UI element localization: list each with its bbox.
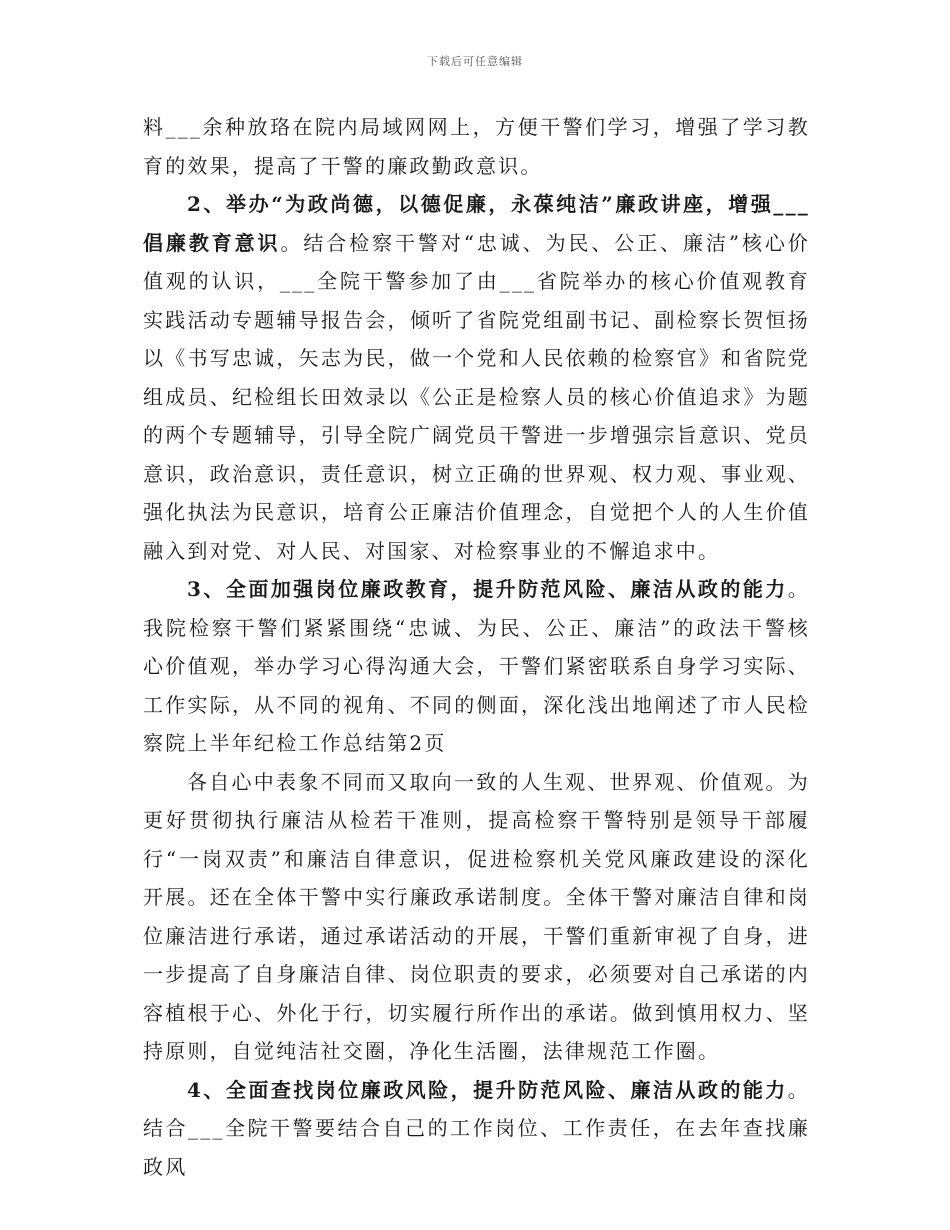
paragraph-3 <box>143 570 810 763</box>
paragraph-1 <box>143 108 810 185</box>
paragraph-2-heading: 2、举办“为政尚德，以德促廉，永葆纯洁”廉政讲座，增强___倡廉教育意识 <box>143 192 810 255</box>
paragraph-2 <box>143 185 810 570</box>
paragraph-2-text: 。结合检察干警对“忠诚、为民、公正、廉洁”核心价值观的认识，___全院干警参加了由___省院举办的核心价值观教育实践活动专题辅导报告会，倾听了省院党组副书记、副检察长贺恒扬以《书写忠诚，矢志为民，做一个党和人民依赖的检察官》和省院党组成员、纪检组长田效录以《公正是检察人员的核心价值追求》为题的两个专题辅导，引导全院广阔党员干警进一步增强宗旨意识、党员意识，政治意识，责任意识，树立正确的世界观、权力观、事业观、强化执法为民意识，培育公正廉洁价值理念，自觉把个人的人生价值融入到对党、对人民、对国家、对检察事业的不懈追求中。 <box>143 230 810 563</box>
paragraph-5-text: 。结合___全院干警要结合自己的工作岗位、工作责任，在去年查找廉政风 <box>143 1077 810 1179</box>
paragraph-5 <box>143 1071 810 1187</box>
paragraph-4 <box>143 763 810 1071</box>
document-body <box>143 108 810 1186</box>
paragraph-4-text: 各自心中表象不同而又取向一致的人生观、世界观、价值观。为更好贯彻执行廉洁从检若干准则，提高检察干警特别是领导干部履行“一岗双责”和廉洁自律意识，促进检察机关党风廉政建设的深化开展。还在全体干警中实行廉政承诺制度。全体干警对廉洁自律和岗位廉洁进行承诺，通过承诺活动的开展，干警们重新审视了自身，进一步提高了自身廉洁自律、岗位职责的要求，必须要对自己承诺的内容植根于心、外化于行，切实履行所作出的承诺。做到慎用权力、坚持原则，自觉纯洁社交圈，净化生活圈，法律规范工作圈。 <box>143 769 810 1063</box>
paragraph-3-heading: 3、全面加强岗位廉政教育，提升防范风险、廉洁从政的能力 <box>187 577 788 601</box>
page-header: 下载后可任意编辑 <box>427 55 523 68</box>
paragraph-3-text: 。我院检察干警们紧紧围绕“忠诚、为民、公正、廉洁”的政法干警核心价值观，举办学习心得沟通大会，干警们紧密联系自身学习实际、工作实际，从不同的视角、不同的侧面，深化浅出地阐述了市人民检察院上半年纪检工作总结第2页 <box>143 577 810 755</box>
paragraph-1-text: 料___余种放珞在院内局域网网上，方便干警们学习，增强了学习教育的效果，提高了干警的廉政勤政意识。 <box>143 115 810 178</box>
paragraph-5-heading: 4、全面查找岗位廉政风险，提升防范风险、廉洁从政的能力 <box>187 1077 788 1102</box>
